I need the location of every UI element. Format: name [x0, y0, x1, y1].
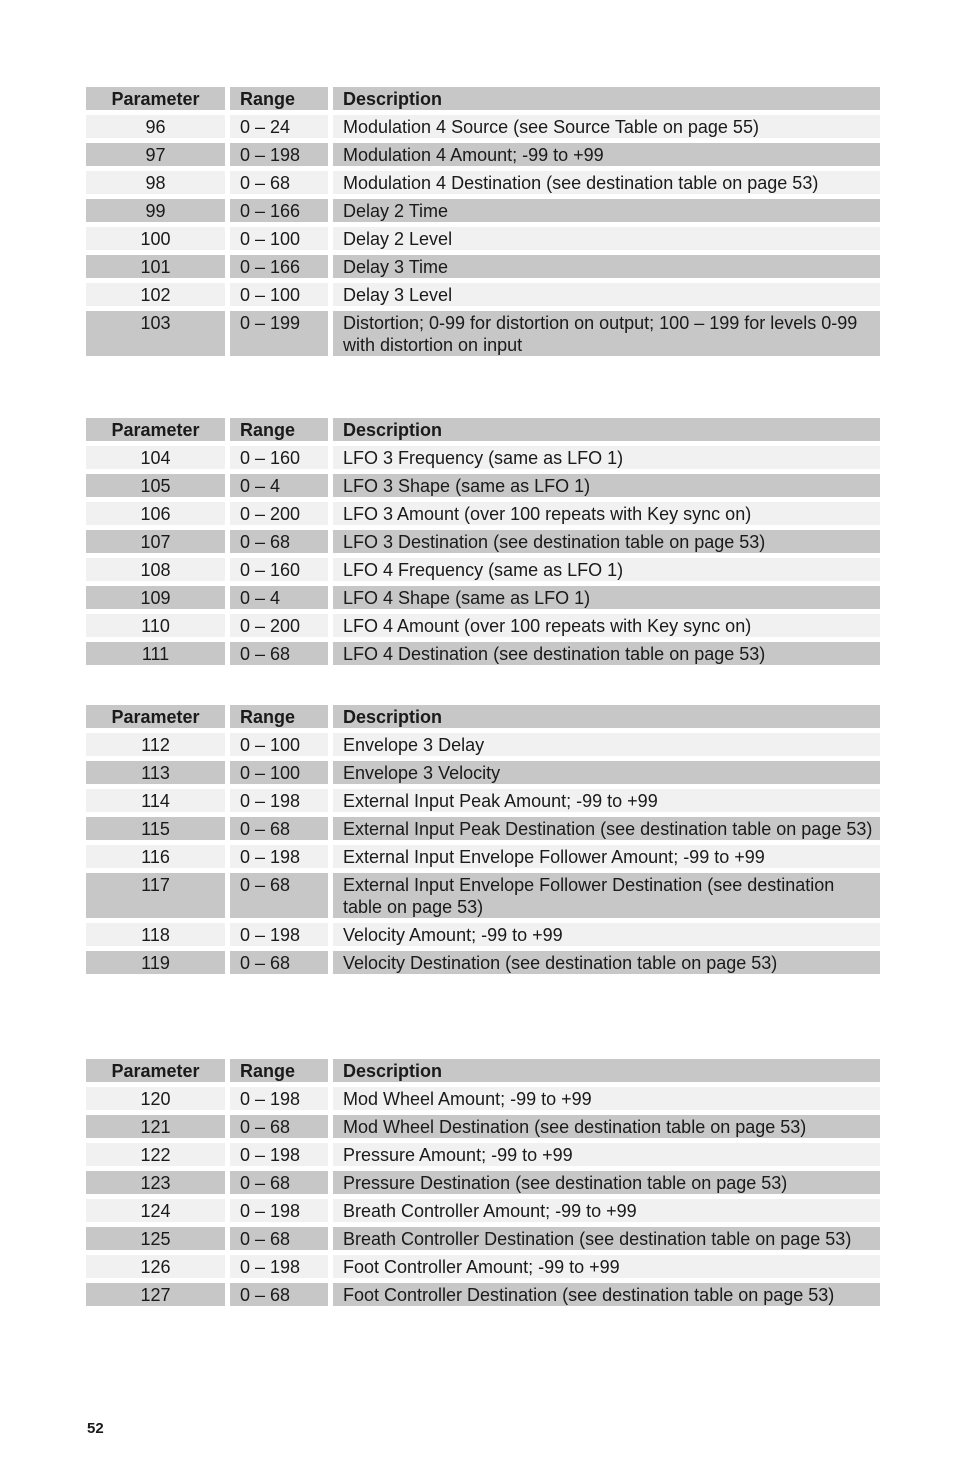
table-row: [86, 199, 880, 222]
parameter-range: 0 – 160: [230, 446, 328, 469]
table-header-row: [86, 1059, 880, 1082]
parameter-number: 117: [86, 873, 225, 918]
parameter-description: Mod Wheel Destination (see destination table on page 53): [333, 1115, 880, 1138]
parameter-range: 0 – 198: [230, 845, 328, 868]
parameter-number: 118: [86, 923, 225, 946]
table-header-row: [86, 705, 880, 728]
parameter-number: 103: [86, 311, 225, 356]
table-row: [86, 1255, 880, 1278]
header-range: Range: [230, 705, 328, 728]
parameter-description: Breath Controller Destination (see destination table on page 53): [333, 1227, 880, 1250]
parameter-number: 98: [86, 171, 225, 194]
table-row: [86, 873, 880, 918]
parameter-number: 123: [86, 1171, 225, 1194]
table-row: [86, 474, 880, 497]
parameter-number: 116: [86, 845, 225, 868]
parameter-range: 0 – 68: [230, 171, 328, 194]
table-row: [86, 1283, 880, 1306]
parameter-description: Envelope 3 Velocity: [333, 761, 880, 784]
header-description: Description: [333, 705, 880, 728]
parameter-description: Modulation 4 Source (see Source Table on page 55): [333, 115, 880, 138]
header-description: Description: [333, 418, 880, 441]
table-row: [86, 845, 880, 868]
parameter-number: 100: [86, 227, 225, 250]
table-row: [86, 1087, 880, 1110]
parameter-number: 108: [86, 558, 225, 581]
parameter-range: 0 – 68: [230, 817, 328, 840]
table-row: [86, 761, 880, 784]
parameter-number: 110: [86, 614, 225, 637]
parameter-range: 0 – 68: [230, 530, 328, 553]
parameter-description: LFO 3 Shape (same as LFO 1): [333, 474, 880, 497]
table-row: [86, 586, 880, 609]
table-row: [86, 446, 880, 469]
parameter-number: 113: [86, 761, 225, 784]
parameter-number: 102: [86, 283, 225, 306]
header-range: Range: [230, 418, 328, 441]
table-row: [86, 614, 880, 637]
table-row: [86, 558, 880, 581]
parameter-table-4: [86, 1059, 880, 1306]
parameter-number: 104: [86, 446, 225, 469]
parameter-range: 0 – 199: [230, 311, 328, 356]
table-header-row: [86, 87, 880, 110]
header-parameter: Parameter: [86, 705, 225, 728]
parameter-range: 0 – 4: [230, 474, 328, 497]
parameter-number: 127: [86, 1283, 225, 1306]
parameter-number: 114: [86, 789, 225, 812]
parameter-table-3: [86, 705, 880, 974]
parameter-range: 0 – 198: [230, 1255, 328, 1278]
header-parameter: Parameter: [86, 1059, 225, 1082]
parameter-table-2: [86, 418, 880, 665]
header-range: Range: [230, 1059, 328, 1082]
parameter-range: 0 – 24: [230, 115, 328, 138]
parameter-table-1: [86, 87, 880, 356]
parameter-description: Envelope 3 Delay: [333, 733, 880, 756]
parameter-description: LFO 3 Amount (over 100 repeats with Key sync on): [333, 502, 880, 525]
parameter-description: Foot Controller Destination (see destination table on page 53): [333, 1283, 880, 1306]
header-parameter: Parameter: [86, 418, 225, 441]
parameter-number: 120: [86, 1087, 225, 1110]
parameter-range: 0 – 198: [230, 1143, 328, 1166]
table-row: [86, 1227, 880, 1250]
parameter-number: 122: [86, 1143, 225, 1166]
parameter-range: 0 – 4: [230, 586, 328, 609]
header-range: Range: [230, 87, 328, 110]
table-row: [86, 1199, 880, 1222]
parameter-range: 0 – 200: [230, 614, 328, 637]
parameter-description: Modulation 4 Amount; -99 to +99: [333, 143, 880, 166]
parameter-range: 0 – 198: [230, 923, 328, 946]
parameter-number: 112: [86, 733, 225, 756]
table-row: [86, 502, 880, 525]
parameter-number: 96: [86, 115, 225, 138]
parameter-range: 0 – 100: [230, 283, 328, 306]
parameter-description: Foot Controller Amount; -99 to +99: [333, 1255, 880, 1278]
table-row: [86, 143, 880, 166]
parameter-range: 0 – 198: [230, 1087, 328, 1110]
parameter-number: 105: [86, 474, 225, 497]
parameter-description: Modulation 4 Destination (see destination table on page 53): [333, 171, 880, 194]
parameter-range: 0 – 100: [230, 733, 328, 756]
parameter-number: 99: [86, 199, 225, 222]
parameter-description: Velocity Amount; -99 to +99: [333, 923, 880, 946]
table-row: [86, 1143, 880, 1166]
parameter-range: 0 – 68: [230, 951, 328, 974]
table-row: [86, 227, 880, 250]
table-row: [86, 115, 880, 138]
parameter-description: Delay 2 Time: [333, 199, 880, 222]
parameter-description: Delay 2 Level: [333, 227, 880, 250]
parameter-description: Delay 3 Time: [333, 255, 880, 278]
parameter-description: LFO 3 Destination (see destination table on page 53): [333, 530, 880, 553]
parameter-range: 0 – 68: [230, 1283, 328, 1306]
parameter-description: External Input Envelope Follower Destination (see destination table on page 53): [333, 873, 880, 918]
table-row: [86, 530, 880, 553]
parameter-description: LFO 4 Amount (over 100 repeats with Key sync on): [333, 614, 880, 637]
parameter-description: External Input Envelope Follower Amount; -99 to +99: [333, 845, 880, 868]
parameter-description: Pressure Destination (see destination table on page 53): [333, 1171, 880, 1194]
parameter-range: 0 – 166: [230, 255, 328, 278]
parameter-range: 0 – 160: [230, 558, 328, 581]
header-parameter: Parameter: [86, 87, 225, 110]
parameter-description: Velocity Destination (see destination table on page 53): [333, 951, 880, 974]
parameter-range: 0 – 68: [230, 1227, 328, 1250]
parameter-range: 0 – 68: [230, 1171, 328, 1194]
parameter-range: 0 – 166: [230, 199, 328, 222]
parameter-number: 111: [86, 642, 225, 665]
table-row: [86, 311, 880, 356]
parameter-description: External Input Peak Amount; -99 to +99: [333, 789, 880, 812]
parameter-range: 0 – 198: [230, 143, 328, 166]
parameter-range: 0 – 68: [230, 642, 328, 665]
parameter-description: LFO 3 Frequency (same as LFO 1): [333, 446, 880, 469]
parameter-range: 0 – 198: [230, 1199, 328, 1222]
table-row: [86, 923, 880, 946]
table-row: [86, 789, 880, 812]
parameter-description: Breath Controller Amount; -99 to +99: [333, 1199, 880, 1222]
parameter-number: 126: [86, 1255, 225, 1278]
parameter-number: 121: [86, 1115, 225, 1138]
parameter-number: 115: [86, 817, 225, 840]
parameter-number: 124: [86, 1199, 225, 1222]
parameter-number: 125: [86, 1227, 225, 1250]
table-row: [86, 1115, 880, 1138]
table-row: [86, 817, 880, 840]
page-number: 52: [87, 1420, 104, 1437]
parameter-range: 0 – 198: [230, 789, 328, 812]
parameter-description: LFO 4 Destination (see destination table on page 53): [333, 642, 880, 665]
table-row: [86, 171, 880, 194]
table-row: [86, 255, 880, 278]
parameter-number: 109: [86, 586, 225, 609]
parameter-description: Delay 3 Level: [333, 283, 880, 306]
parameter-range: 0 – 68: [230, 873, 328, 918]
parameter-number: 119: [86, 951, 225, 974]
parameter-description: LFO 4 Shape (same as LFO 1): [333, 586, 880, 609]
table-row: [86, 283, 880, 306]
header-description: Description: [333, 87, 880, 110]
table-row: [86, 733, 880, 756]
parameter-description: LFO 4 Frequency (same as LFO 1): [333, 558, 880, 581]
parameter-description: Mod Wheel Amount; -99 to +99: [333, 1087, 880, 1110]
header-description: Description: [333, 1059, 880, 1082]
table-row: [86, 951, 880, 974]
parameter-range: 0 – 100: [230, 227, 328, 250]
parameter-number: 97: [86, 143, 225, 166]
parameter-number: 101: [86, 255, 225, 278]
parameter-range: 0 – 100: [230, 761, 328, 784]
parameter-number: 107: [86, 530, 225, 553]
table-row: [86, 642, 880, 665]
parameter-description: Pressure Amount; -99 to +99: [333, 1143, 880, 1166]
table-row: [86, 1171, 880, 1194]
parameter-range: 0 – 200: [230, 502, 328, 525]
parameter-description: Distortion; 0-99 for distortion on output; 100 – 199 for levels 0-99 with distortion on input: [333, 311, 880, 356]
parameter-number: 106: [86, 502, 225, 525]
table-header-row: [86, 418, 880, 441]
parameter-description: External Input Peak Destination (see destination table on page 53): [333, 817, 880, 840]
parameter-range: 0 – 68: [230, 1115, 328, 1138]
